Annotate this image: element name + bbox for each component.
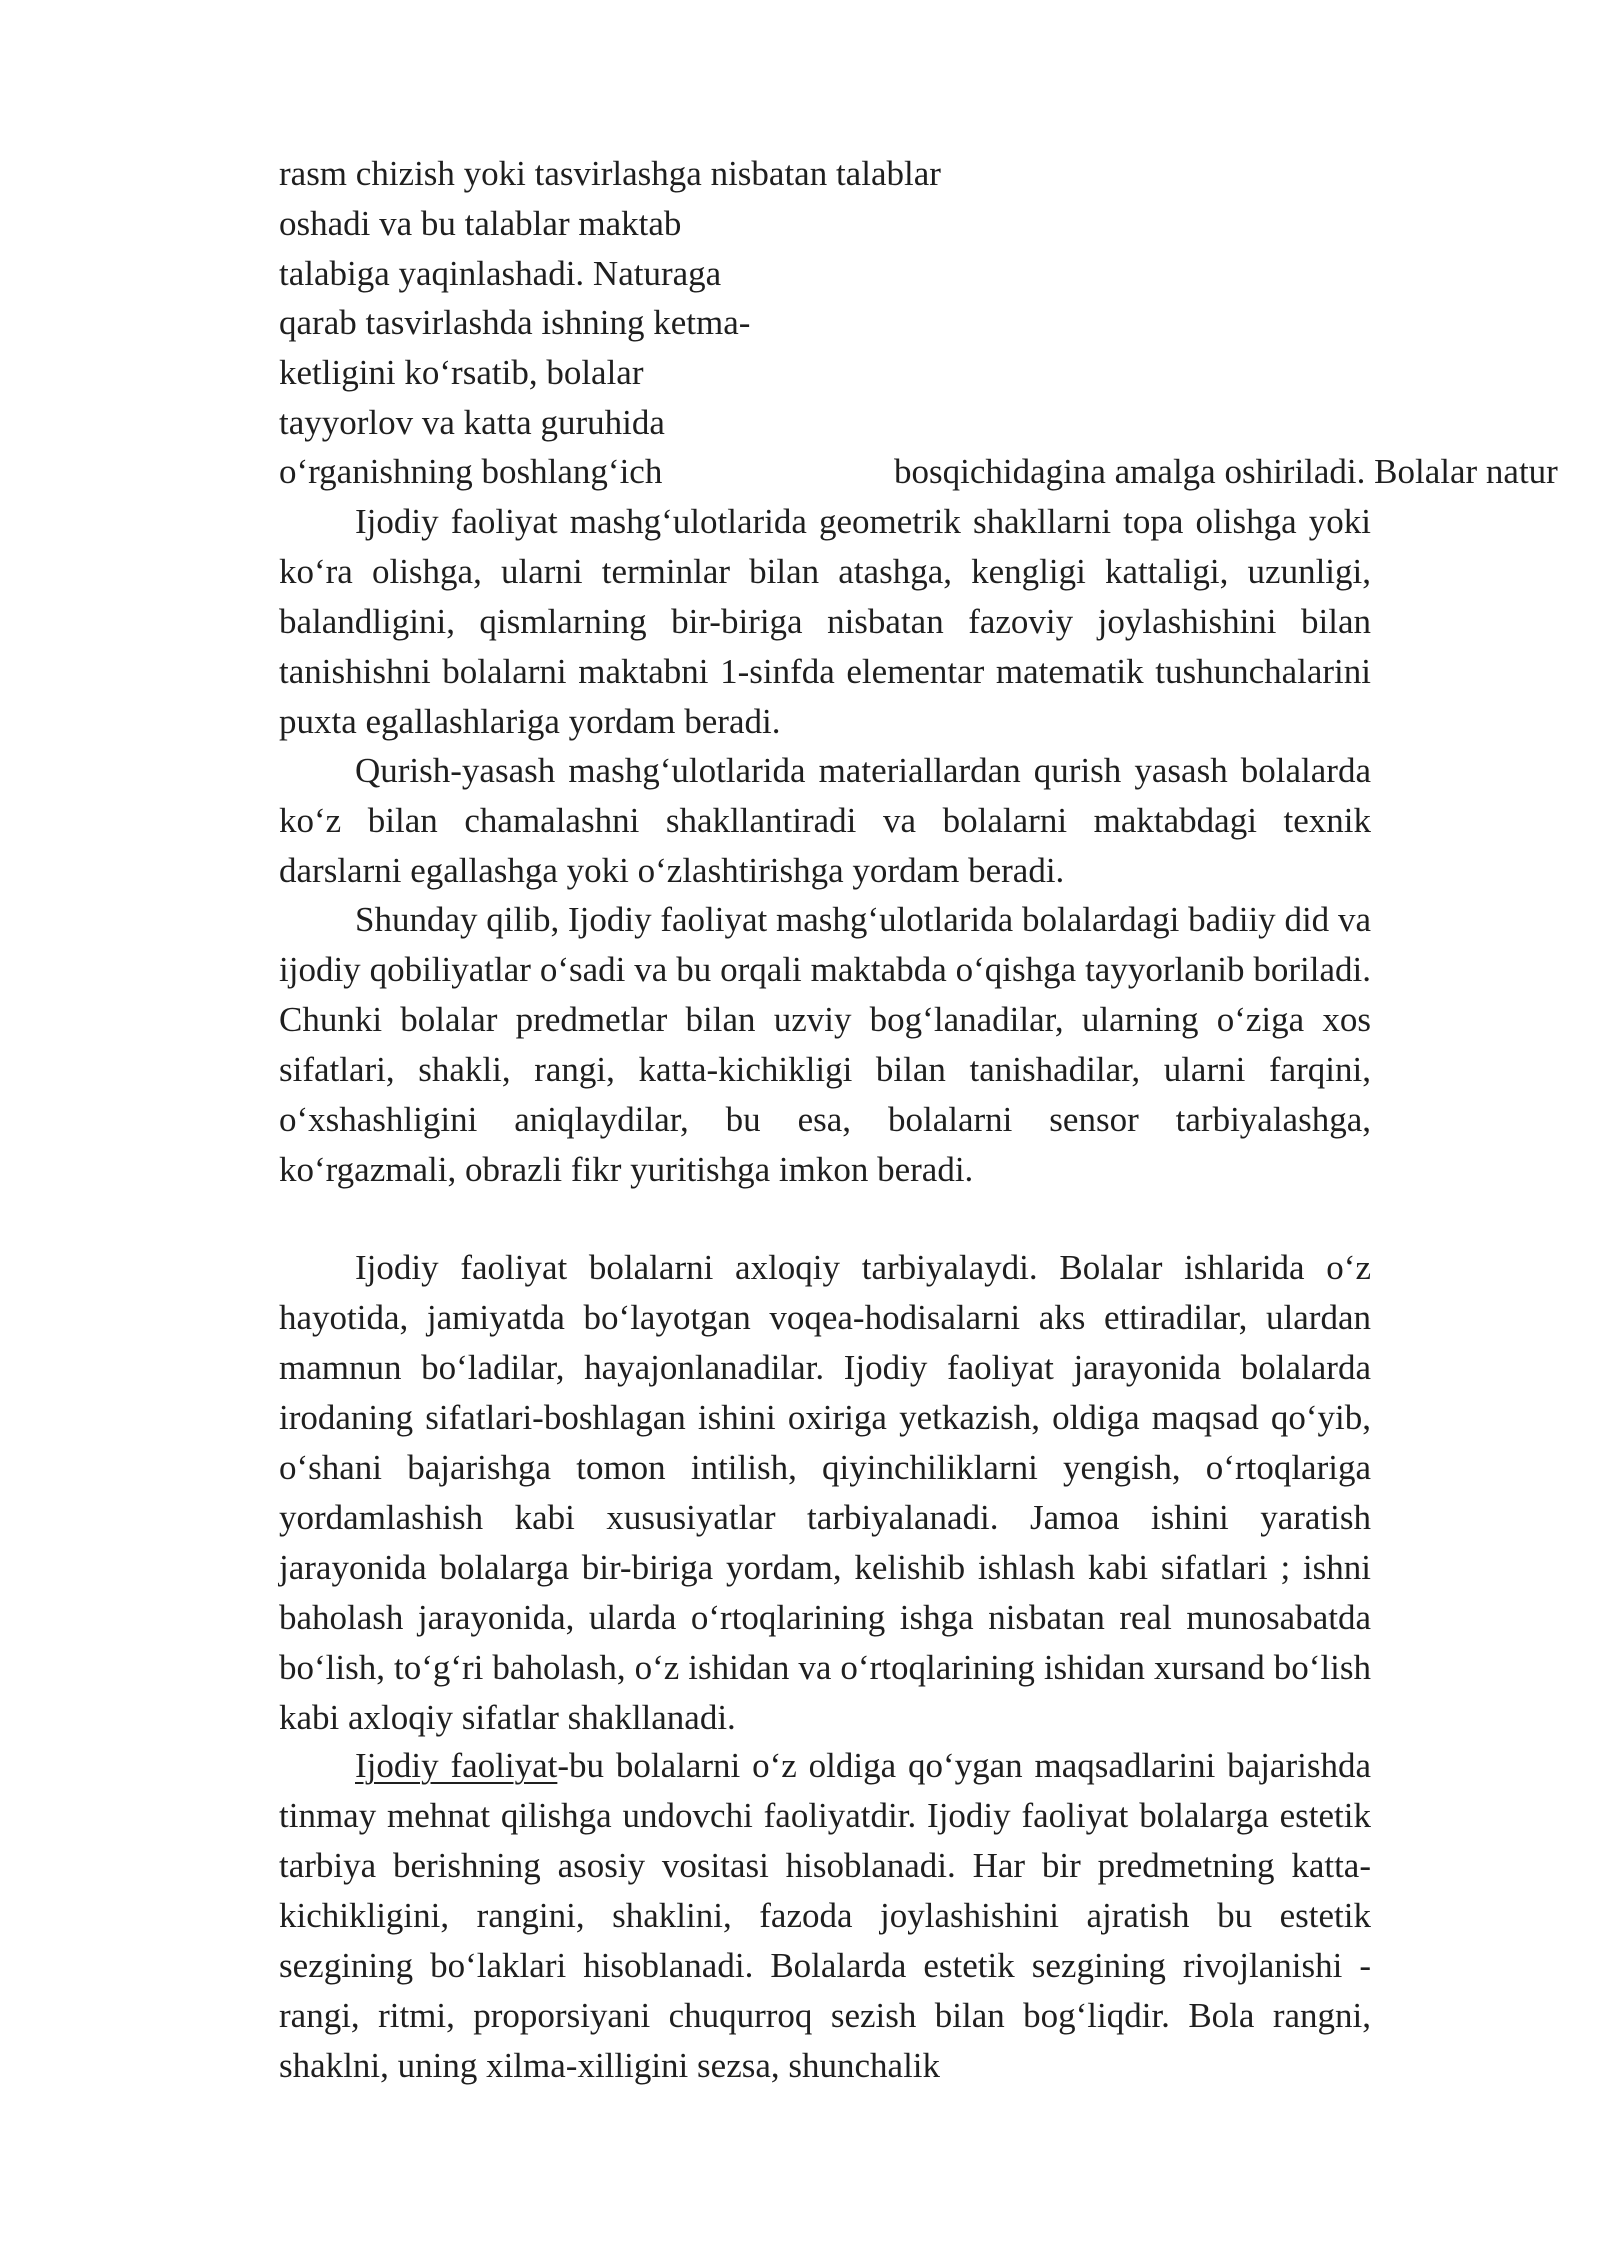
column-line-6: tayyorlov va katta guruhida bbox=[279, 403, 665, 442]
paragraph-3-text: Shunday qilib, Ijodiy faoliyat mashg‘ulotlarida bolalardagi badiiy did va ijodiy qobiliyatlar o‘sadi va bu orqali maktabda o‘qishga tayyorlanib boriladi. Chunki bolalar predmetlar bilan uzviy bog‘lanadilar, ularning o‘ziga xos sifatlari, shakli, rangi, katta-kichikligi bilan tanishadilar, ularni farqini, o‘xshashligini aniqlaydilar, bu esa, bolalarni sensor tarbiyalashga, ko‘rgazmali, obrazli fikr yuritishga imkon beradi. bbox=[279, 900, 1371, 1189]
column-line-3: talabiga yaqinlashadi. Naturaga bbox=[279, 254, 722, 293]
column-line-5: ketligini ko‘rsatib, bolalar bbox=[279, 353, 644, 392]
paragraph-5 bbox=[279, 1741, 1371, 2091]
overflow-text-fragment: bosqichidagina amalga oshiriladi. Bolalar natur bbox=[894, 452, 1558, 491]
underlined-term: Ijodiy faoliyat bbox=[355, 1746, 558, 1785]
paragraph-5-text: -bu bolalarni o‘z oldiga qo‘ygan maqsadlarini bajarishda tinmay mehnat qilishga undovchi faoliyatdir. Ijodiy faoliyat bolalarga estetik tarbiya berishning asosiy vositasi hisoblanadi. Har bir predmetning katta-kichikligini, rangini, shaklini, fazoda joylashishini ajratish bu estetik sezgining bo‘laklari hisoblanadi. Bolalarda estetik sezgining rivojlanishi - rangi, ritmi, proporsiyani chuqurroq sezish bilan bog‘liqdir. Bola rangni, shaklni, uning xilma-xilligini sezsa, shunchalik bbox=[279, 1746, 1371, 2085]
paragraph-2 bbox=[279, 746, 1371, 896]
paragraph-4 bbox=[279, 1243, 1371, 1743]
column-line-2: oshadi va bu talablar maktab bbox=[279, 204, 682, 243]
column-line-7: o‘rganishning boshlang‘ich bbox=[279, 452, 663, 491]
paragraph-1-text: Ijodiy faoliyat mashg‘ulotlarida geometrik shakllarni topa olishga yoki ko‘ra olishga, ularni terminlar bilan atashga, kengligi kattaligi, uzunligi, balandligini, qismlarning bir-biriga nisbatan fazoviy joylashishini bilan tanishishni bolalarni maktabni 1-sinfda elementar matematik tushunchalarini puxta egallashlariga yordam beradi. bbox=[279, 502, 1371, 741]
paragraph-1 bbox=[279, 497, 1371, 747]
column-line-1: rasm chizish yoki tasvirlashga nisbatan talablar bbox=[279, 154, 941, 193]
column-line-4: qarab tasvirlashda ishning ketma- bbox=[279, 303, 751, 342]
paragraph-4-text: Ijodiy faoliyat bolalarni axloqiy tarbiyalaydi. Bolalar ishlarida o‘z hayotida, jamiyatda bo‘layotgan voqea-hodisalarni aks ettiradilar, ulardan mamnun bo‘ladilar, hayajonlanadilar. Ijodiy faoliyat jarayonida bolalarda irodaning sifatlari-boshlagan ishini oxiriga yetkazish, oldiga maqsad qo‘yib, o‘shani bajarishga tomon intilish, qiyinchiliklarni yengish, o‘rtoqlariga yordamlashish kabi xususiyatlar tarbiyalanadi. Jamoa ishini yaratish jarayonida bolalarga bir-biriga yordam, kelishib ishlash kabi sifatlari ; ishni baholash jarayonida, ularda o‘rtoqlarining ishga nisbatan real munosabatda bo‘lish, to‘g‘ri baholash, o‘z ishidan va o‘rtoqlarining ishidan xursand bo‘lish kabi axloqiy sifatlar shakllanadi. bbox=[279, 1248, 1371, 1737]
paragraph-3 bbox=[279, 895, 1371, 1195]
paragraph-2-text: Qurish-yasash mashg‘ulotlarida materiallardan qurish yasash bolalarda ko‘z bilan chamalashni shakllantiradi va bolalarni maktabdagi texnik darslarni egallashga yoki o‘zlashtirishga yordam beradi. bbox=[279, 751, 1371, 890]
